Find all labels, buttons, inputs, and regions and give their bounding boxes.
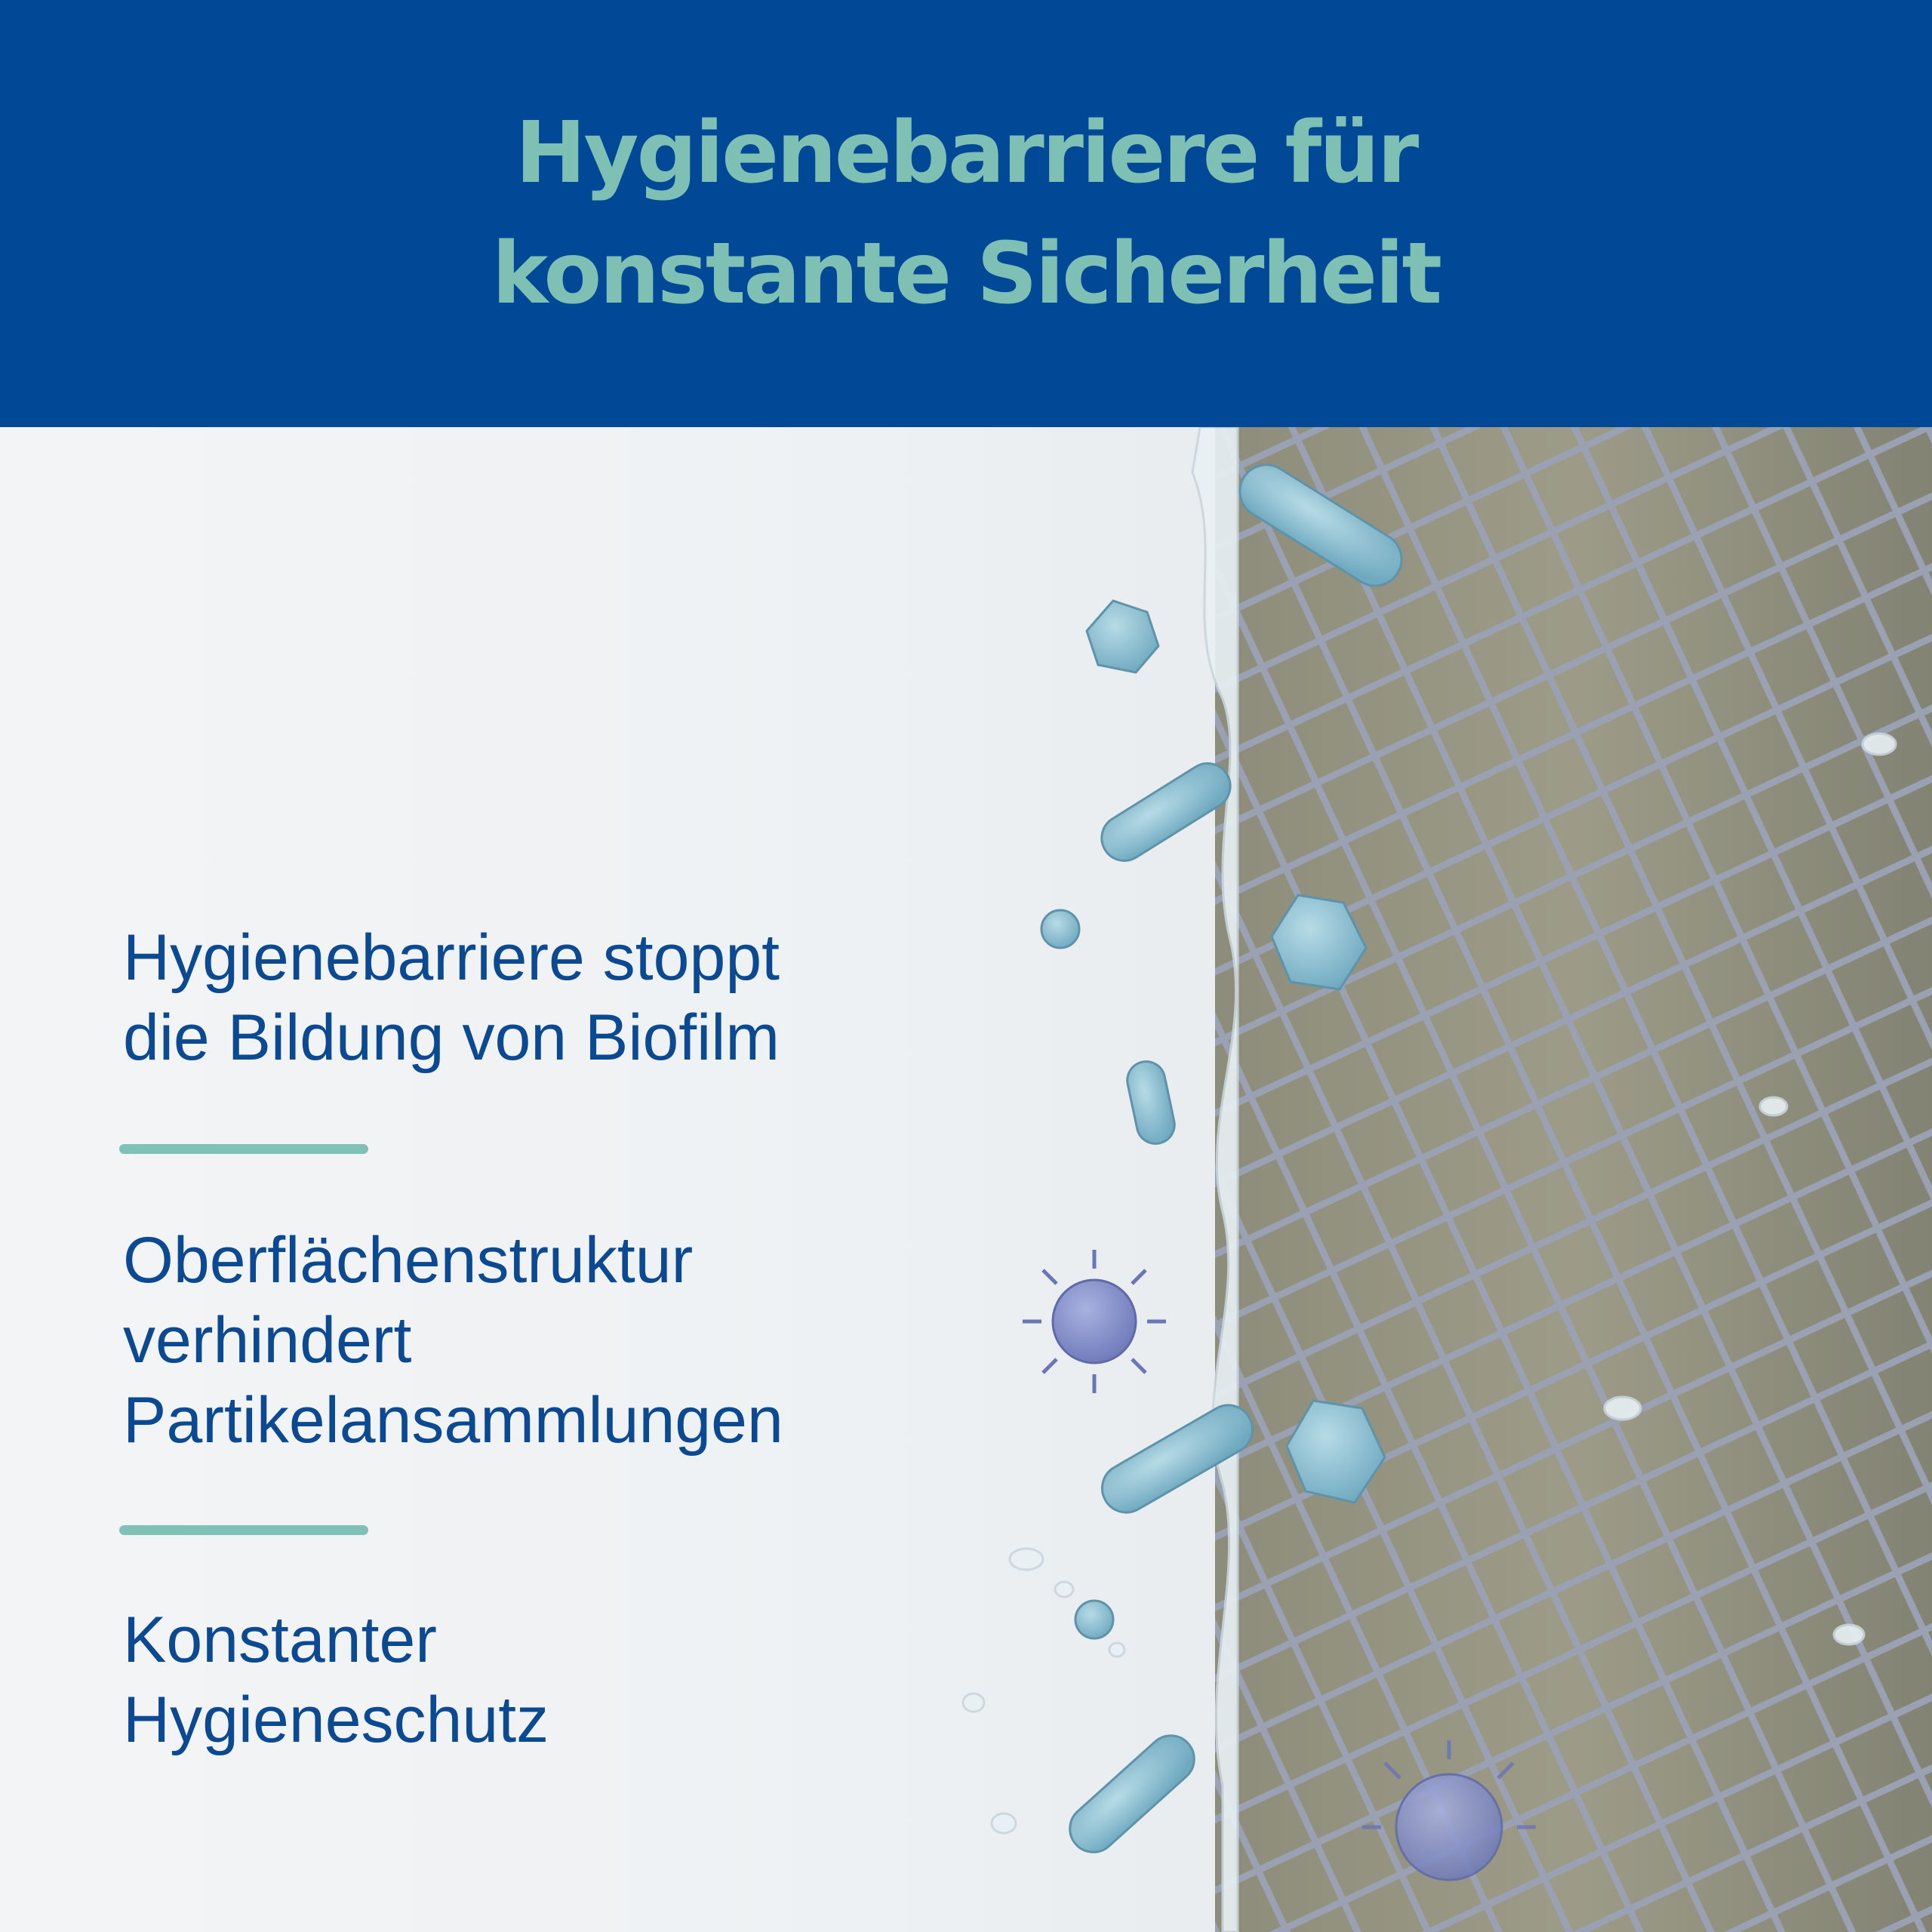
header-banner [0, 0, 1932, 427]
feature-biofilm-line-1: Hygienebarriere stoppt [123, 921, 780, 994]
feature-list [123, 918, 878, 1760]
feature-surface-line-2: verhindert [123, 1304, 412, 1377]
feature-biofilm [123, 918, 878, 1078]
filter-illustration [868, 427, 1932, 1932]
feature-protection [123, 1600, 878, 1760]
divider [119, 1144, 368, 1154]
feature-surface [123, 1220, 878, 1460]
page-title-line-1: Hygienebarriere für [515, 104, 1417, 202]
content-area [0, 427, 1932, 1932]
feature-protection-line-2: Hygieneschutz [123, 1684, 549, 1756]
divider [119, 1525, 368, 1535]
page-title-line-2: konstante Sicherheit [491, 225, 1441, 323]
feature-surface-line-1: Oberflächenstruktur [123, 1224, 694, 1297]
feature-surface-line-3: Partikelansammlungen [123, 1384, 783, 1457]
feature-biofilm-line-2: die Bildung von Biofilm [123, 1001, 780, 1074]
mesh-filter-icon [1215, 427, 1932, 1932]
feature-protection-line-1: Konstanter [123, 1604, 437, 1676]
